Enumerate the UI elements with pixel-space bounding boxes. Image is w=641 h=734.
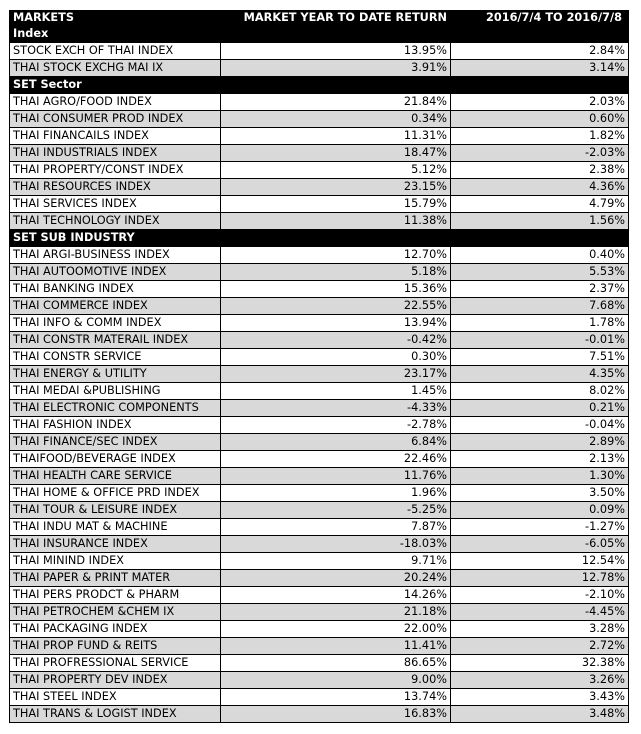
table-row [10,366,629,383]
market-name-cell: THAI MININD INDEX [10,553,221,570]
market-name-cell: THAI PROFRESSIONAL SERVICE [10,655,221,672]
week-return-cell: -2.10% [451,587,629,604]
table-row [10,196,629,213]
table-row [10,281,629,298]
ytd-return-cell: 21.18% [221,604,451,621]
header-ytd-return: MARKET YEAR TO DATE RETURN [221,10,451,26]
market-returns-table [9,10,629,723]
section-title: Index [10,26,629,43]
ytd-return-cell: -5.25% [221,502,451,519]
table-row [10,213,629,230]
market-name-cell: THAI INSURANCE INDEX [10,536,221,553]
week-return-cell: 2.03% [451,94,629,111]
ytd-return-cell: 11.76% [221,468,451,485]
ytd-return-cell: 3.91% [221,60,451,77]
table-row [10,706,629,723]
week-return-cell: 4.79% [451,196,629,213]
section-title: SET SUB INDUSTRY [10,230,629,247]
week-return-cell: 3.48% [451,706,629,723]
market-name-cell: THAI PROPERTY/CONST INDEX [10,162,221,179]
week-return-cell: 2.13% [451,451,629,468]
week-return-cell: -1.27% [451,519,629,536]
table-row [10,689,629,706]
week-return-cell: 7.51% [451,349,629,366]
market-name-cell: THAI COMMERCE INDEX [10,298,221,315]
table-row [10,468,629,485]
week-return-cell: 32.38% [451,655,629,672]
week-return-cell: 12.78% [451,570,629,587]
ytd-return-cell: 22.00% [221,621,451,638]
table-row [10,502,629,519]
market-name-cell: THAI FINANCE/SEC INDEX [10,434,221,451]
market-name-cell: THAI ARGI-BUSINESS INDEX [10,247,221,264]
week-return-cell: 3.14% [451,60,629,77]
week-return-cell: 4.36% [451,179,629,196]
market-name-cell: THAI FASHION INDEX [10,417,221,434]
section-header-row [10,26,629,43]
ytd-return-cell: 11.41% [221,638,451,655]
ytd-return-cell: -18.03% [221,536,451,553]
table-row [10,298,629,315]
market-name-cell: THAI PROP FUND & REITS [10,638,221,655]
week-return-cell: 1.56% [451,213,629,230]
market-name-cell: THAI STEEL INDEX [10,689,221,706]
market-name-cell: THAI RESOURCES INDEX [10,179,221,196]
table-row [10,519,629,536]
week-return-cell: 2.37% [451,281,629,298]
ytd-return-cell: 23.15% [221,179,451,196]
table-row [10,94,629,111]
market-returns-table-container [9,10,628,723]
week-return-cell: -0.04% [451,417,629,434]
market-name-cell: THAI PAPER & PRINT MATER [10,570,221,587]
ytd-return-cell: 13.74% [221,689,451,706]
ytd-return-cell: 12.70% [221,247,451,264]
ytd-return-cell: -4.33% [221,400,451,417]
week-return-cell: 4.35% [451,366,629,383]
week-return-cell: 3.50% [451,485,629,502]
market-name-cell: THAI TRANS & LOGIST INDEX [10,706,221,723]
ytd-return-cell: 11.31% [221,128,451,145]
table-row [10,145,629,162]
table-row [10,179,629,196]
market-name-cell: THAI MEDAI &PUBLISHING [10,383,221,400]
week-return-cell: -4.45% [451,604,629,621]
market-name-cell: THAI STOCK EXCHG MAI IX [10,60,221,77]
table-row [10,111,629,128]
table-row [10,383,629,400]
table-header-row [10,10,629,26]
market-name-cell: THAI AGRO/FOOD INDEX [10,94,221,111]
table-row [10,400,629,417]
ytd-return-cell: 13.94% [221,315,451,332]
week-return-cell: 2.84% [451,43,629,60]
table-row [10,621,629,638]
market-name-cell: THAI INDUSTRIALS INDEX [10,145,221,162]
ytd-return-cell: 21.84% [221,94,451,111]
ytd-return-cell: 0.34% [221,111,451,128]
ytd-return-cell: 1.96% [221,485,451,502]
week-return-cell: -2.03% [451,145,629,162]
table-row [10,451,629,468]
week-return-cell: 0.60% [451,111,629,128]
table-row [10,536,629,553]
ytd-return-cell: 18.47% [221,145,451,162]
market-name-cell: THAI CONSUMER PROD INDEX [10,111,221,128]
week-return-cell: 8.02% [451,383,629,400]
market-name-cell: THAI AUTOOMOTIVE INDEX [10,264,221,281]
week-return-cell: 2.72% [451,638,629,655]
market-name-cell: THAI INDU MAT & MACHINE [10,519,221,536]
ytd-return-cell: 23.17% [221,366,451,383]
table-row [10,587,629,604]
market-name-cell: THAI ELECTRONIC COMPONENTS [10,400,221,417]
table-row [10,553,629,570]
ytd-return-cell: 0.30% [221,349,451,366]
week-return-cell: 2.89% [451,434,629,451]
table-row [10,672,629,689]
table-row [10,604,629,621]
ytd-return-cell: 14.26% [221,587,451,604]
week-return-cell: 12.54% [451,553,629,570]
table-row [10,60,629,77]
ytd-return-cell: 5.18% [221,264,451,281]
market-name-cell: THAI HEALTH CARE SERVICE [10,468,221,485]
table-row [10,162,629,179]
header-week-return: 2016/7/4 TO 2016/7/8 [451,10,629,26]
market-name-cell: THAI BANKING INDEX [10,281,221,298]
week-return-cell: 2.38% [451,162,629,179]
market-name-cell: THAI CONSTR MATERAIL INDEX [10,332,221,349]
week-return-cell: 0.09% [451,502,629,519]
table-row [10,434,629,451]
week-return-cell: 3.26% [451,672,629,689]
market-name-cell: THAI ENERGY & UTILITY [10,366,221,383]
ytd-return-cell: 1.45% [221,383,451,400]
table-row [10,43,629,60]
table-row [10,315,629,332]
table-row [10,128,629,145]
ytd-return-cell: 86.65% [221,655,451,672]
market-name-cell: THAI TOUR & LEISURE INDEX [10,502,221,519]
market-name-cell: THAI SERVICES INDEX [10,196,221,213]
table-row [10,349,629,366]
week-return-cell: 1.78% [451,315,629,332]
section-header-row [10,230,629,247]
week-return-cell: -0.01% [451,332,629,349]
week-return-cell: -6.05% [451,536,629,553]
week-return-cell: 3.28% [451,621,629,638]
market-name-cell: THAI PROPERTY DEV INDEX [10,672,221,689]
section-header-row [10,77,629,94]
ytd-return-cell: 11.38% [221,213,451,230]
ytd-return-cell: 9.71% [221,553,451,570]
market-name-cell: THAIFOOD/BEVERAGE INDEX [10,451,221,468]
week-return-cell: 1.30% [451,468,629,485]
week-return-cell: 5.53% [451,264,629,281]
ytd-return-cell: 13.95% [221,43,451,60]
table-row [10,655,629,672]
ytd-return-cell: 16.83% [221,706,451,723]
header-markets: MARKETS [10,10,221,26]
section-title: SET Sector [10,77,629,94]
ytd-return-cell: 22.55% [221,298,451,315]
table-row [10,264,629,281]
week-return-cell: 1.82% [451,128,629,145]
market-name-cell: THAI INFO & COMM INDEX [10,315,221,332]
week-return-cell: 0.21% [451,400,629,417]
market-name-cell: THAI PETROCHEM &CHEM IX [10,604,221,621]
ytd-return-cell: 5.12% [221,162,451,179]
ytd-return-cell: -2.78% [221,417,451,434]
market-name-cell: THAI HOME & OFFICE PRD INDEX [10,485,221,502]
market-returns-table-body [10,10,629,723]
ytd-return-cell: 20.24% [221,570,451,587]
market-name-cell: THAI PERS PRODCT & PHARM [10,587,221,604]
market-name-cell: THAI TECHNOLOGY INDEX [10,213,221,230]
market-name-cell: THAI FINANCAILS INDEX [10,128,221,145]
table-row [10,247,629,264]
week-return-cell: 0.40% [451,247,629,264]
ytd-return-cell: 15.36% [221,281,451,298]
market-name-cell: STOCK EXCH OF THAI INDEX [10,43,221,60]
week-return-cell: 3.43% [451,689,629,706]
table-row [10,638,629,655]
market-name-cell: THAI CONSTR SERVICE [10,349,221,366]
ytd-return-cell: 7.87% [221,519,451,536]
week-return-cell: 7.68% [451,298,629,315]
table-row [10,417,629,434]
ytd-return-cell: 15.79% [221,196,451,213]
ytd-return-cell: 6.84% [221,434,451,451]
ytd-return-cell: 9.00% [221,672,451,689]
ytd-return-cell: 22.46% [221,451,451,468]
ytd-return-cell: -0.42% [221,332,451,349]
table-row [10,332,629,349]
table-row [10,485,629,502]
table-row [10,570,629,587]
market-name-cell: THAI PACKAGING INDEX [10,621,221,638]
